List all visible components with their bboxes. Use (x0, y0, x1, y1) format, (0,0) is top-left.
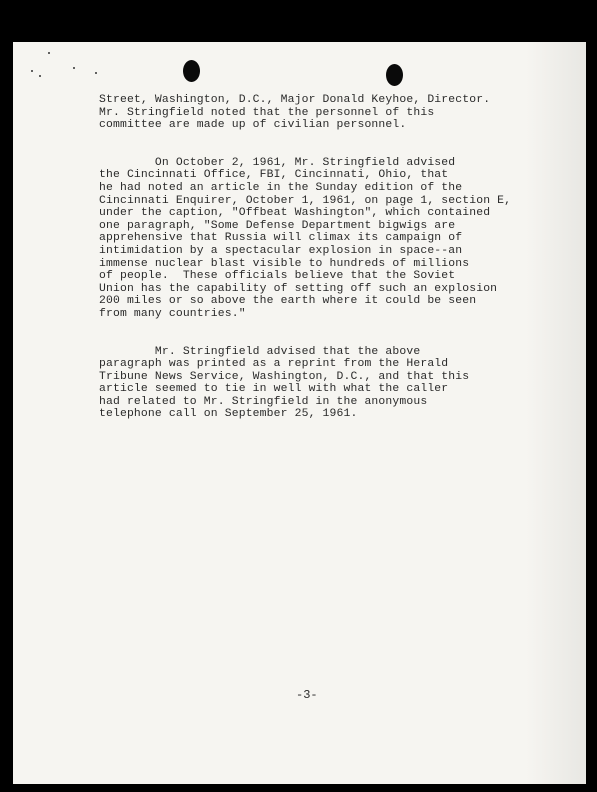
paragraph-2 (99, 157, 559, 321)
text-line: Street, Washington, D.C., Major Donald Keyhoe, Director. (99, 94, 491, 106)
text-line: Tribune News Service, Washington, D.C., and that this (99, 370, 470, 383)
punch-hole-right (386, 64, 403, 86)
scan-speck (95, 72, 97, 74)
text-line: Mr. Stringfield advised that the above (99, 345, 421, 358)
text-line: apprehensive that Russia will climax its campaign of (99, 232, 463, 245)
scan-speck (31, 70, 33, 72)
text-line: On October 2, 1961, Mr. Stringfield advised (99, 156, 456, 169)
scan-speck (39, 75, 41, 77)
document-body (99, 94, 559, 421)
text-line: one paragraph, "Some Defense Department bigwigs are (99, 219, 456, 232)
text-line: under the caption, "Offbeat Washington", which contained (99, 207, 491, 220)
text-line: the Cincinnati Office, FBI, Cincinnati, Ohio, that (99, 169, 449, 182)
text-line: 200 miles or so above the earth where it could be seen (99, 295, 477, 308)
punch-hole-left (183, 60, 200, 82)
text-line: paragraph was printed as a reprint from the Herald (99, 358, 449, 371)
page-number: -3- (296, 688, 318, 702)
text-line: immense nuclear blast visible to hundreds of millions (99, 257, 470, 270)
scan-speck (73, 67, 75, 69)
text-line: from many countries." (99, 307, 246, 320)
text-line: he had noted an article in the Sunday edition of the (99, 181, 463, 194)
text-line: of people. These officials believe that the Soviet (99, 270, 456, 283)
scan-speck (48, 52, 50, 54)
document-page (13, 42, 586, 784)
text-line: had related to Mr. Stringfield in the anonymous (99, 395, 428, 408)
paragraph-3 (99, 346, 559, 422)
text-line: Mr. Stringfield noted that the personnel of this (99, 106, 435, 119)
text-line: telephone call on September 25, 1961. (99, 408, 358, 421)
text-line: Union has the capability of setting off such an explosion (99, 282, 498, 295)
text-line: committee are made up of civilian personnel. (99, 119, 407, 132)
text-line: article seemed to tie in well with what the caller (99, 383, 449, 396)
text-line: intimidation by a spectacular explosion in space--an (99, 244, 463, 257)
paragraph-1 (99, 94, 559, 132)
text-line: Cincinnati Enquirer, October 1, 1961, on page 1, section E, (99, 194, 512, 207)
